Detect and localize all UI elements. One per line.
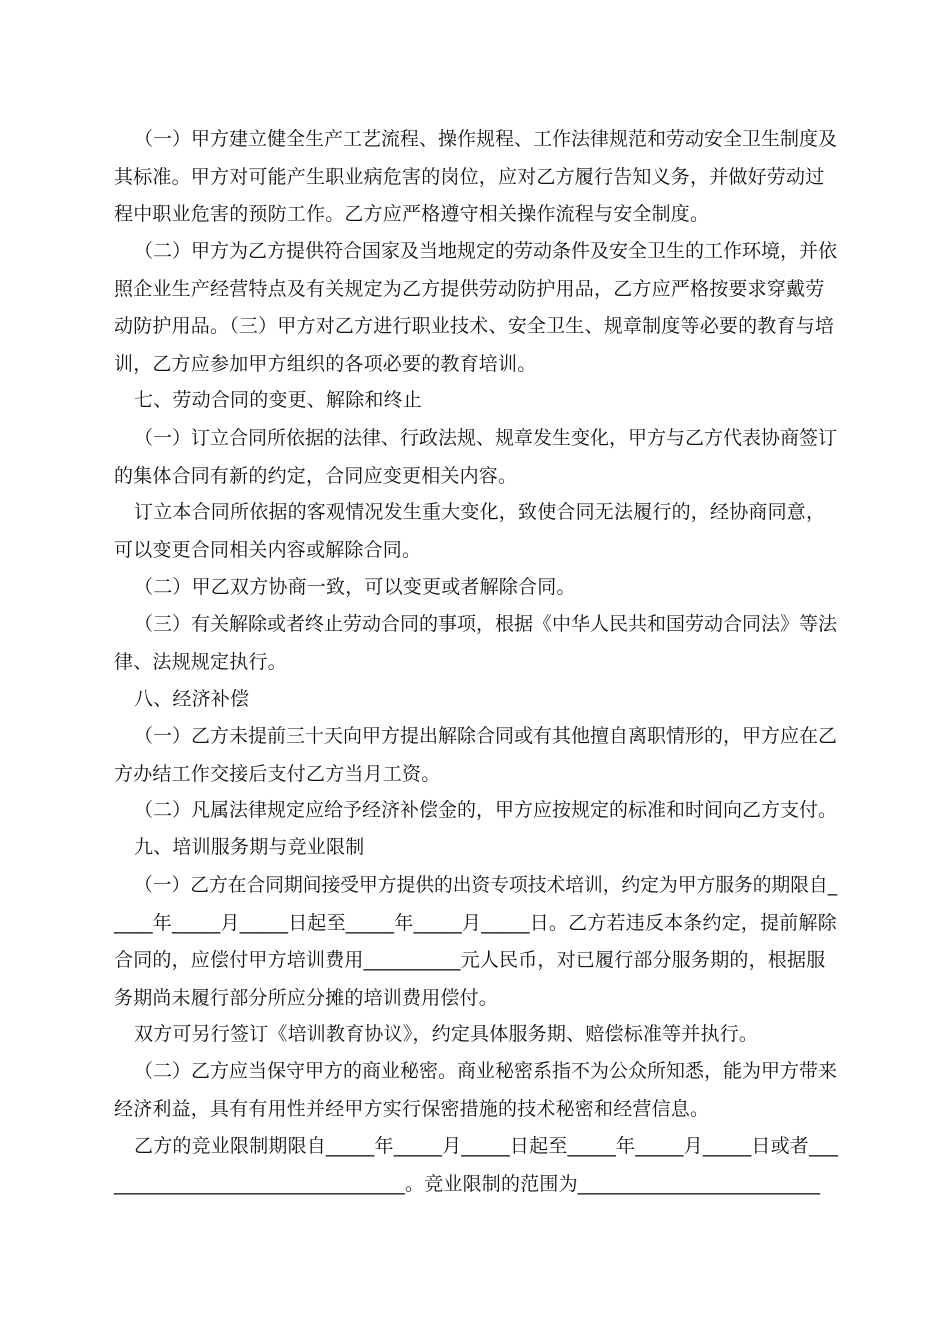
clause-7-1	[114, 420, 838, 495]
text-line: 方办结工作交接后支付乙方当月工资。	[114, 762, 441, 785]
text-line: 可以变更合同相关内容或解除合同。	[114, 538, 422, 561]
text-line: 动防护用品。（三）甲方对乙方进行职业技术、安全卫生、规章制度等必要的教育与培	[114, 315, 835, 337]
section-heading: 九、培训服务期与竞业限制	[134, 836, 365, 858]
text-line: 订立本合同所依据的客观情况发生重大变化，致使合同无法履行的，经协商同意，	[134, 501, 826, 523]
clause-7-1-cont	[114, 494, 838, 569]
clause-9-2-noncompete	[114, 1128, 838, 1203]
text-line: 的集体合同有新的约定，合同应变更相关内容。	[114, 464, 518, 487]
clause-6-2	[114, 233, 838, 383]
clause-7-2	[114, 569, 838, 607]
text-line: 务期尚未履行部分所应分摊的培训费用偿付。	[114, 986, 499, 1009]
text-line: 律、法规规定执行。	[114, 650, 287, 673]
text-line: （一）订立合同所依据的法律、行政法规、规章发生变化，甲方与乙方代表协商签订	[134, 427, 838, 449]
text-line: 双方可另行签订《培训教育协议》，约定具体服务期、赔偿标准等并执行。	[134, 1023, 759, 1045]
text-line: 照企业生产经营特点及有关规定为乙方提供劳动防护用品，乙方应严格按要求穿戴劳	[114, 277, 825, 300]
section-8-heading	[114, 681, 838, 719]
text-line: 其标准。甲方对可能产生职业病危害的岗位，应对乙方履行告知义务，并做好劳动过	[114, 165, 825, 188]
text-line: （一）乙方在合同期间接受甲方提供的出资专项技术培训，约定为甲方服务的期限自_	[134, 875, 838, 896]
clause-8-2	[114, 792, 838, 830]
text-line: ____年_____月_____日起至_____年_____月_____日。乙方若违反本条约定，提前解除	[114, 911, 837, 934]
text-line: （三）有关解除或者终止劳动合同的事项，根据《中华人民共和国劳动合同法》等法	[134, 613, 838, 635]
text-line: （一）甲方建立健全生产工艺流程、操作规程、工作法律规范和劳动安全卫生制度及	[134, 128, 838, 150]
clause-7-3	[114, 606, 838, 681]
clause-9-1-agreement	[114, 1016, 838, 1054]
section-9-heading	[114, 829, 838, 867]
text-line: ______________________________。竞业限制的范围为_________________________	[114, 1172, 821, 1195]
text-line: 乙方的竞业限制期限自_____年_____月_____日起至_____年_____月_____日或者___	[134, 1135, 839, 1157]
text-line: 训，乙方应参加甲方组织的各项必要的教育培训。	[114, 352, 537, 375]
clause-9-1	[114, 867, 838, 1017]
text-line: （二）甲乙双方协商一致，可以变更或者解除合同。	[134, 576, 576, 598]
text-line: 合同的，应偿付甲方培训费用__________元人民币，对已履行部分服务期的，根据服	[114, 949, 826, 971]
text-line: 经济利益，具有有用性并经甲方实行保密措施的技术秘密和经营信息。	[114, 1097, 710, 1120]
section-heading: 八、经济补偿	[134, 688, 250, 710]
text-line: （二）乙方应当保守甲方的商业秘密。商业秘密系指不为公众所知悉，能为甲方带来	[134, 1060, 838, 1082]
text-line: （二）凡属法律规定应给予经济补偿金的，甲方应按规定的标准和时间向乙方支付。	[134, 799, 838, 821]
clause-9-2	[114, 1053, 838, 1128]
section-heading: 七、劳动合同的变更、解除和终止	[134, 389, 423, 411]
section-7-heading	[114, 382, 838, 420]
text-line: （一）乙方未提前三十天向甲方提出解除合同或有其他擅自离职情形的，甲方应在乙	[134, 725, 838, 747]
clause-8-1	[114, 718, 838, 793]
clause-6-1	[114, 121, 838, 234]
text-line: （二）甲方为乙方提供符合国家及当地规定的劳动条件及安全卫生的工作环境，并依	[134, 240, 838, 262]
text-line: 程中职业危害的预防工作。乙方应严格遵守相关操作流程与安全制度。	[114, 203, 710, 225]
